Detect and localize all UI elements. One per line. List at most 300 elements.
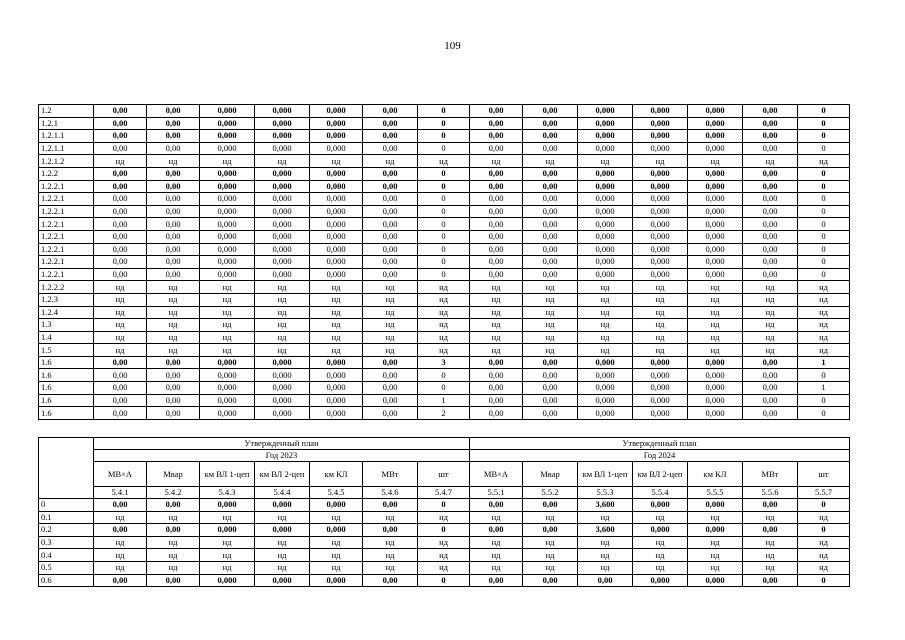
value-cell: нд	[310, 561, 363, 574]
value-cell: 0	[418, 369, 470, 382]
unit-header-cell: МВ×А	[94, 462, 147, 487]
value-cell: 3,600	[578, 524, 633, 537]
row-code: 1.2.3	[39, 293, 94, 306]
value-cell: нд	[470, 155, 523, 168]
value-cell: нд	[418, 536, 470, 549]
value-cell: 3,600	[578, 499, 633, 512]
value-cell: 0	[418, 524, 470, 537]
value-cell: 0,000	[310, 243, 363, 256]
value-cell: 0,000	[633, 180, 688, 193]
column-number-cell: 5.4.1	[94, 487, 147, 499]
value-cell: нд	[578, 536, 633, 549]
value-cell: нд	[94, 281, 147, 294]
value-cell: 0,000	[633, 218, 688, 231]
unit-header-cell: км КЛ	[688, 462, 743, 487]
value-cell: нд	[470, 319, 523, 332]
value-cell: нд	[633, 319, 688, 332]
value-cell: 0,00	[363, 105, 418, 118]
value-cell: нд	[798, 293, 850, 306]
value-cell: 0,000	[310, 394, 363, 407]
table-row	[39, 369, 850, 382]
value-cell: нд	[578, 561, 633, 574]
value-cell: 0,00	[523, 268, 578, 281]
value-cell: 0,00	[147, 167, 200, 180]
value-cell: 0,00	[147, 394, 200, 407]
value-cell: нд	[688, 293, 743, 306]
value-cell: нд	[418, 293, 470, 306]
row-code: 1.2	[39, 105, 94, 118]
value-cell: 0,000	[688, 142, 743, 155]
value-cell: 0,00	[363, 574, 418, 587]
value-cell: 0,000	[578, 382, 633, 395]
value-cell: 0,000	[633, 142, 688, 155]
value-cell: 0	[798, 193, 850, 206]
value-cell: 0,000	[310, 256, 363, 269]
value-cell: 0,000	[578, 407, 633, 420]
value-cell: нд	[255, 281, 310, 294]
row-code: 1.5	[39, 344, 94, 357]
value-cell: 0,000	[255, 130, 310, 143]
value-cell: 0,00	[363, 499, 418, 512]
value-cell: 0,00	[470, 117, 523, 130]
plan-2023-year: Год 2023	[94, 450, 470, 462]
value-cell: 0	[798, 167, 850, 180]
value-cell: нд	[470, 561, 523, 574]
value-cell: 0,000	[200, 193, 255, 206]
value-cell: 0,000	[310, 180, 363, 193]
value-cell: 0,00	[743, 205, 798, 218]
value-cell: 0,00	[363, 205, 418, 218]
row-code: 1.4	[39, 331, 94, 344]
unit-header-cell: МВ×А	[470, 462, 523, 487]
value-cell: 0,000	[633, 167, 688, 180]
row-code: 1.2.4	[39, 306, 94, 319]
unit-header-cell: км ВЛ 1-цеп	[200, 462, 255, 487]
value-cell: 0,00	[147, 243, 200, 256]
value-cell: 0,000	[255, 356, 310, 369]
value-cell: нд	[310, 344, 363, 357]
value-cell: нд	[255, 344, 310, 357]
value-cell: нд	[743, 549, 798, 562]
row-code: 0.4	[39, 549, 94, 562]
value-cell: 0,00	[470, 180, 523, 193]
column-number-cell: 5.4.6	[363, 487, 418, 499]
value-cell: нд	[578, 344, 633, 357]
value-cell: нд	[94, 155, 147, 168]
table-row	[39, 218, 850, 231]
value-cell: 0,000	[200, 243, 255, 256]
row-code: 1.2.2.1	[39, 243, 94, 256]
value-cell: 0,00	[743, 499, 798, 512]
unit-header-cell: Мвар	[523, 462, 578, 487]
value-cell: 0	[418, 268, 470, 281]
value-cell: 0	[798, 180, 850, 193]
unit-header-cell: МВт	[743, 462, 798, 487]
plan-2023-title: Утвержденный план	[94, 438, 470, 450]
value-cell: нд	[255, 155, 310, 168]
value-cell: 0,000	[633, 105, 688, 118]
row-code: 1.2.2.1	[39, 180, 94, 193]
value-cell: 0,000	[200, 382, 255, 395]
value-cell: 1	[418, 394, 470, 407]
value-cell: нд	[578, 331, 633, 344]
value-cell: 0,00	[470, 407, 523, 420]
column-number-row	[39, 487, 850, 499]
table-row	[39, 511, 850, 524]
value-cell: 0,000	[310, 193, 363, 206]
row-code: 1.2.2.2	[39, 281, 94, 294]
value-cell: нд	[743, 331, 798, 344]
value-cell: нд	[147, 549, 200, 562]
value-cell: 0,000	[255, 369, 310, 382]
value-cell: нд	[200, 281, 255, 294]
table-row	[39, 561, 850, 574]
bottom-table-body	[39, 499, 850, 587]
value-cell: 0,000	[633, 117, 688, 130]
value-cell: 0,000	[310, 574, 363, 587]
value-cell: нд	[578, 511, 633, 524]
value-cell: нд	[633, 511, 688, 524]
value-cell: нд	[418, 511, 470, 524]
value-cell: нд	[523, 155, 578, 168]
table-row	[39, 319, 850, 332]
value-cell: 0,00	[94, 218, 147, 231]
value-cell: 0,00	[147, 218, 200, 231]
value-cell: 0,000	[688, 407, 743, 420]
table-row	[39, 306, 850, 319]
value-cell: 0	[418, 218, 470, 231]
value-cell: 0,00	[147, 256, 200, 269]
value-cell: нд	[363, 561, 418, 574]
value-cell: 0,000	[310, 369, 363, 382]
value-cell: 0	[418, 256, 470, 269]
value-cell: 0,00	[94, 356, 147, 369]
column-number-cell: 5.5.2	[523, 487, 578, 499]
column-number-cell: 5.5.6	[743, 487, 798, 499]
value-cell: 0,000	[633, 230, 688, 243]
value-cell: 0,000	[310, 268, 363, 281]
value-cell: 0,00	[470, 230, 523, 243]
value-cell: 0,00	[94, 256, 147, 269]
value-cell: нд	[688, 281, 743, 294]
value-cell: нд	[310, 319, 363, 332]
value-cell: нд	[363, 344, 418, 357]
value-cell: 0,000	[200, 130, 255, 143]
value-cell: 0,000	[310, 130, 363, 143]
value-cell: 0,000	[688, 193, 743, 206]
value-cell: 0,000	[310, 230, 363, 243]
value-cell: нд	[523, 319, 578, 332]
value-cell: 0,000	[688, 205, 743, 218]
value-cell: 0,00	[94, 230, 147, 243]
value-cell: 0,00	[363, 382, 418, 395]
value-cell: нд	[310, 549, 363, 562]
value-cell: 0,000	[255, 407, 310, 420]
value-cell: 0	[798, 142, 850, 155]
value-cell: 0,000	[255, 205, 310, 218]
value-cell: нд	[418, 155, 470, 168]
table-row	[39, 524, 850, 537]
value-cell: 0,000	[633, 268, 688, 281]
value-cell: нд	[363, 549, 418, 562]
value-cell: 0,000	[688, 394, 743, 407]
value-cell: 0	[418, 105, 470, 118]
value-cell: нд	[688, 331, 743, 344]
value-cell: нд	[418, 306, 470, 319]
value-cell: 0	[418, 117, 470, 130]
value-cell: 0,000	[578, 356, 633, 369]
value-cell: нд	[470, 536, 523, 549]
value-cell: 0	[798, 394, 850, 407]
value-cell: 0,00	[578, 574, 633, 587]
value-cell: нд	[94, 306, 147, 319]
value-cell: нд	[743, 344, 798, 357]
value-cell: нд	[418, 319, 470, 332]
row-code: 0.1	[39, 511, 94, 524]
value-cell: 0,000	[255, 256, 310, 269]
value-cell: нд	[200, 344, 255, 357]
value-cell: нд	[688, 536, 743, 549]
value-cell: 0,00	[523, 193, 578, 206]
value-cell: 0,000	[310, 117, 363, 130]
value-cell: 0,000	[200, 369, 255, 382]
value-cell: нд	[688, 561, 743, 574]
value-cell: 0,00	[470, 142, 523, 155]
value-cell: нд	[743, 319, 798, 332]
value-cell: нд	[363, 306, 418, 319]
value-cell: нд	[363, 155, 418, 168]
value-cell: 0,000	[688, 117, 743, 130]
value-cell: нд	[633, 155, 688, 168]
value-cell: нд	[200, 331, 255, 344]
value-cell: нд	[523, 281, 578, 294]
table-row	[39, 407, 850, 420]
value-cell: 0,00	[94, 243, 147, 256]
value-cell: 0,00	[363, 268, 418, 281]
value-cell: 0,00	[743, 130, 798, 143]
value-cell: 0,00	[363, 117, 418, 130]
value-cell: 0,00	[523, 105, 578, 118]
value-cell: 0	[798, 574, 850, 587]
unit-header-cell: МВт	[363, 462, 418, 487]
value-cell: 0	[798, 499, 850, 512]
value-cell: 0,000	[688, 130, 743, 143]
value-cell: 0,00	[94, 117, 147, 130]
value-cell: 0,000	[688, 256, 743, 269]
value-cell: нд	[255, 319, 310, 332]
value-cell: 0,00	[523, 218, 578, 231]
value-cell: 0,000	[633, 256, 688, 269]
value-cell: 0,00	[743, 243, 798, 256]
value-cell: нд	[633, 306, 688, 319]
value-cell: 0,00	[147, 205, 200, 218]
value-cell: 0,000	[310, 142, 363, 155]
column-number-cell: 5.4.5	[310, 487, 363, 499]
row-code: 0.3	[39, 536, 94, 549]
value-cell: 0,000	[578, 117, 633, 130]
value-cell: 0,00	[470, 394, 523, 407]
column-number-cell: 5.5.1	[470, 487, 523, 499]
unit-header-cell: км ВЛ 2-цеп	[633, 462, 688, 487]
value-cell: 0,000	[578, 243, 633, 256]
value-cell: 0,000	[255, 230, 310, 243]
value-cell: 0,00	[147, 524, 200, 537]
value-cell: 0,000	[200, 230, 255, 243]
value-cell: нд	[743, 155, 798, 168]
value-cell: 0,00	[94, 130, 147, 143]
value-cell: нд	[363, 511, 418, 524]
value-cell: нд	[418, 549, 470, 562]
value-cell: 0,00	[743, 193, 798, 206]
value-cell: нд	[578, 155, 633, 168]
value-cell: 0,00	[470, 256, 523, 269]
value-cell: 0,000	[633, 382, 688, 395]
value-cell: нд	[200, 536, 255, 549]
value-cell: нд	[310, 536, 363, 549]
value-cell: нд	[688, 549, 743, 562]
row-code: 0	[39, 499, 94, 512]
table-row	[39, 331, 850, 344]
value-cell: 0,000	[633, 394, 688, 407]
row-code: 1.3	[39, 319, 94, 332]
value-cell: 0,000	[310, 167, 363, 180]
value-cell: нд	[633, 331, 688, 344]
value-cell: 0,00	[470, 105, 523, 118]
value-cell: 0,00	[523, 524, 578, 537]
value-cell: нд	[743, 293, 798, 306]
value-cell: 0,000	[688, 499, 743, 512]
value-cell: 0,000	[578, 256, 633, 269]
value-cell: нд	[743, 536, 798, 549]
value-cell: нд	[523, 306, 578, 319]
unit-header-cell: шт	[798, 462, 850, 487]
value-cell: 0,00	[94, 524, 147, 537]
value-cell: 0,00	[743, 382, 798, 395]
value-cell: 0,000	[255, 394, 310, 407]
value-cell: 0,00	[743, 167, 798, 180]
value-cell: нд	[255, 293, 310, 306]
value-cell: 0,00	[470, 205, 523, 218]
value-cell: нд	[578, 281, 633, 294]
value-cell: 0,00	[470, 243, 523, 256]
table-row	[39, 243, 850, 256]
table-row	[39, 256, 850, 269]
table-row	[39, 167, 850, 180]
value-cell: 0,000	[688, 243, 743, 256]
value-cell: 0	[798, 524, 850, 537]
value-cell: нд	[200, 293, 255, 306]
column-number-cell: 5.4.7	[418, 487, 470, 499]
table-row	[39, 293, 850, 306]
value-cell: 0,00	[94, 205, 147, 218]
table-row	[39, 142, 850, 155]
row-code: 1.6	[39, 369, 94, 382]
value-cell: 0,00	[523, 243, 578, 256]
value-cell: нд	[200, 306, 255, 319]
unit-header-cell: Мвар	[147, 462, 200, 487]
value-cell: 0,000	[200, 117, 255, 130]
unit-header-cell: км КЛ	[310, 462, 363, 487]
value-cell: 0,000	[255, 218, 310, 231]
value-cell: 0,00	[743, 369, 798, 382]
value-cell: 0,000	[688, 180, 743, 193]
row-code: 1.6	[39, 382, 94, 395]
value-cell: 0,000	[255, 499, 310, 512]
value-cell: 0,000	[310, 356, 363, 369]
row-code: 1.2.1.1	[39, 142, 94, 155]
row-code: 1.2.2.1	[39, 256, 94, 269]
unit-header-cell: шт	[418, 462, 470, 487]
value-cell: 0,000	[255, 180, 310, 193]
value-cell: нд	[743, 306, 798, 319]
bottom-data-table	[38, 437, 850, 587]
column-number-cell: 5.5.3	[578, 487, 633, 499]
value-cell: 0,00	[743, 117, 798, 130]
value-cell: нд	[798, 306, 850, 319]
value-cell: 0,000	[688, 369, 743, 382]
value-cell: 0,00	[147, 130, 200, 143]
value-cell: 0	[798, 130, 850, 143]
value-cell: 0,00	[470, 167, 523, 180]
value-cell: нд	[94, 319, 147, 332]
value-cell: нд	[798, 331, 850, 344]
value-cell: 0,000	[200, 180, 255, 193]
value-cell: 0,00	[470, 369, 523, 382]
value-cell: нд	[743, 281, 798, 294]
value-cell: 0,000	[310, 407, 363, 420]
value-cell: 0	[798, 256, 850, 269]
value-cell: нд	[310, 306, 363, 319]
header-blank-cell	[39, 438, 94, 499]
value-cell: 0,00	[363, 369, 418, 382]
column-number-cell: 5.5.5	[688, 487, 743, 499]
value-cell: нд	[470, 331, 523, 344]
value-cell: 0,000	[633, 499, 688, 512]
value-cell: 0,00	[363, 394, 418, 407]
value-cell: 0	[798, 218, 850, 231]
value-cell: 0,00	[743, 105, 798, 118]
value-cell: 0,00	[363, 142, 418, 155]
value-cell: нд	[470, 344, 523, 357]
value-cell: 0	[418, 499, 470, 512]
value-cell: нд	[147, 281, 200, 294]
value-cell: 0,000	[688, 230, 743, 243]
value-cell: 0,00	[363, 193, 418, 206]
value-cell: 0,00	[470, 218, 523, 231]
value-cell: нд	[255, 536, 310, 549]
value-cell: нд	[798, 344, 850, 357]
value-cell: нд	[798, 511, 850, 524]
value-cell: 0,00	[470, 524, 523, 537]
value-cell: 0	[418, 130, 470, 143]
value-cell: 0,000	[310, 205, 363, 218]
value-cell: нд	[523, 561, 578, 574]
value-cell: нд	[147, 155, 200, 168]
value-cell: 0,00	[147, 117, 200, 130]
value-cell: 0	[798, 268, 850, 281]
value-cell: 0,000	[255, 574, 310, 587]
value-cell: 0,000	[688, 382, 743, 395]
value-cell: 0,00	[94, 369, 147, 382]
value-cell: 1	[798, 356, 850, 369]
value-cell: 0,000	[633, 356, 688, 369]
value-cell: 0,00	[743, 268, 798, 281]
value-cell: нд	[418, 561, 470, 574]
value-cell: нд	[523, 344, 578, 357]
value-cell: 0	[798, 105, 850, 118]
value-cell: 0	[418, 230, 470, 243]
value-cell: нд	[94, 536, 147, 549]
